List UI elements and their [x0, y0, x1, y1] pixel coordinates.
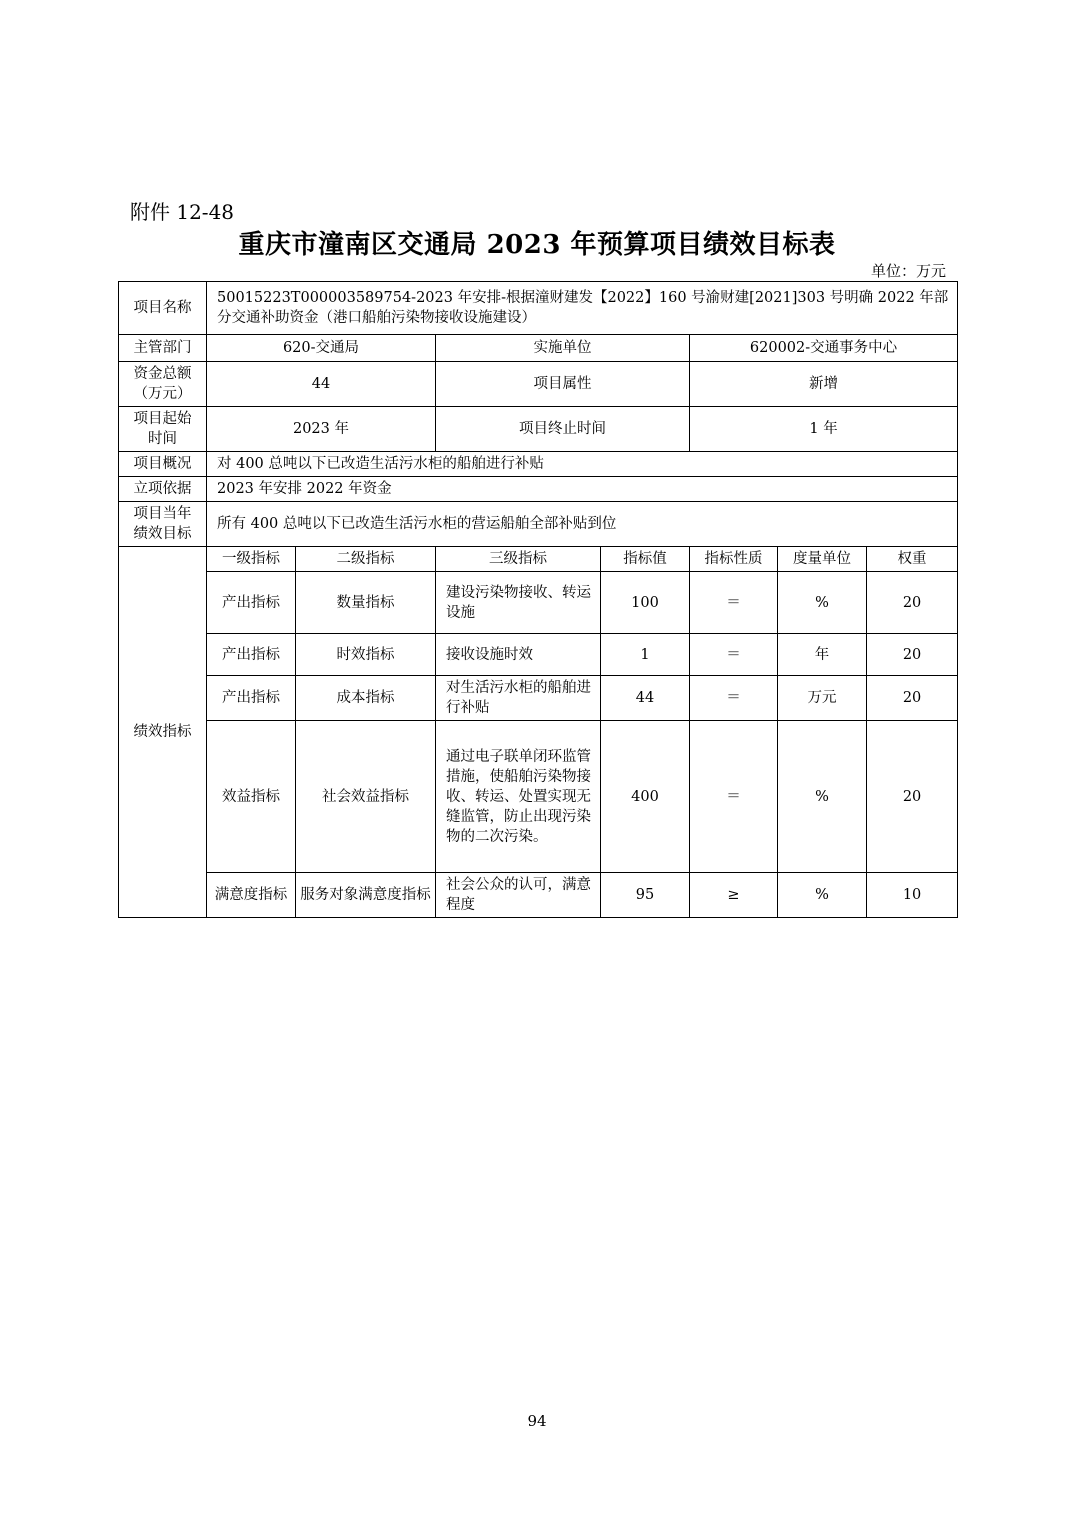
overview-label: 项目概况	[119, 452, 207, 477]
indicator-value: 1	[601, 634, 690, 676]
table-row	[119, 676, 958, 721]
header-nature: 指标性质	[690, 547, 778, 572]
header-level1: 一级指标	[207, 547, 296, 572]
implementing-unit-label: 实施单位	[436, 335, 690, 362]
indicator-level2: 服务对象满意度指标	[296, 873, 436, 918]
indicator-level2: 成本指标	[296, 676, 436, 721]
end-time-label: 项目终止时间	[436, 407, 690, 452]
indicator-nature: ＝	[690, 676, 778, 721]
dept-row	[119, 335, 958, 362]
indicator-unit: %	[778, 873, 867, 918]
indicator-value: 100	[601, 572, 690, 634]
header-unit: 度量单位	[778, 547, 867, 572]
page-title: 重庆市潼南区交通局 2023 年预算项目绩效目标表	[238, 230, 836, 260]
indicator-level2: 时效指标	[296, 634, 436, 676]
indicator-weight: 20	[867, 721, 958, 873]
indicator-value: 44	[601, 676, 690, 721]
time-row	[119, 407, 958, 452]
total-funds-label: 资金总额 （万元）	[119, 362, 207, 407]
indicator-level1: 满意度指标	[207, 873, 296, 918]
competent-dept-value: 620-交通局	[207, 335, 436, 362]
annual-goal-label: 项目当年 绩效目标	[119, 502, 207, 547]
annual-goal-value: 所有 400 总吨以下已改造生活污水柜的营运船舶全部补贴到位	[207, 502, 958, 547]
start-time-label: 项目起始 时间	[119, 407, 207, 452]
indicator-unit: 年	[778, 634, 867, 676]
unit-note: 单位：万元	[870, 262, 946, 280]
project-name-row	[119, 282, 958, 335]
indicators-label: 绩效指标	[119, 547, 207, 918]
competent-dept-label: 主管部门	[119, 335, 207, 362]
start-time-value: 2023 年	[207, 407, 436, 452]
table-row	[119, 572, 958, 634]
header-level3: 三级指标	[436, 547, 601, 572]
table-row	[119, 873, 958, 918]
indicator-unit: 万元	[778, 676, 867, 721]
indicator-level1: 效益指标	[207, 721, 296, 873]
indicator-weight: 20	[867, 572, 958, 634]
header-value: 指标值	[601, 547, 690, 572]
indicator-level3: 对生活污水柜的船舶进行补贴	[436, 676, 601, 721]
indicator-value: 95	[601, 873, 690, 918]
indicator-level3: 社会公众的认可，满意程度	[436, 873, 601, 918]
overview-row	[119, 452, 958, 477]
total-funds-value: 44	[207, 362, 436, 407]
header-weight: 权重	[867, 547, 958, 572]
indicator-level2: 数量指标	[296, 572, 436, 634]
basis-row	[119, 477, 958, 502]
indicator-nature: ≥	[690, 873, 778, 918]
indicator-level2: 社会效益指标	[296, 721, 436, 873]
indicator-level3: 接收设施时效	[436, 634, 601, 676]
indicator-nature: ＝	[690, 721, 778, 873]
annual-goal-row	[119, 502, 958, 547]
indicator-level1: 产出指标	[207, 572, 296, 634]
indicator-unit: %	[778, 572, 867, 634]
indicator-nature: ＝	[690, 572, 778, 634]
indicator-nature: ＝	[690, 634, 778, 676]
indicator-level3: 通过电子联单闭环监管措施，使船舶污染物接收、转运、处置实现无缝监管，防止出现污染物的二次污染。	[436, 721, 601, 873]
end-time-value: 1 年	[690, 407, 958, 452]
indicator-weight: 10	[867, 873, 958, 918]
page-number: 94	[527, 1412, 547, 1430]
indicator-level1: 产出指标	[207, 676, 296, 721]
indicator-weight: 20	[867, 676, 958, 721]
attachment-label: 附件 12-48	[130, 200, 235, 224]
performance-target-table	[118, 281, 958, 918]
indicator-level3: 建设污染物接收、转运设施	[436, 572, 601, 634]
table-row	[119, 634, 958, 676]
indicator-unit: %	[778, 721, 867, 873]
header-level2: 二级指标	[296, 547, 436, 572]
implementing-unit-value: 620002-交通事务中心	[690, 335, 958, 362]
project-attribute-value: 新增	[690, 362, 958, 407]
indicator-weight: 20	[867, 634, 958, 676]
table-row	[119, 721, 958, 873]
indicator-value: 400	[601, 721, 690, 873]
project-name-value: 50015223T000003589754-2023 年安排-根据潼财建发【2022】160 号渝财建[2021]303 号明确 2022 年部分交通补助资金（港口船舶污染物接收设施建设）	[207, 282, 958, 335]
overview-value: 对 400 总吨以下已改造生活污水柜的船舶进行补贴	[207, 452, 958, 477]
indicator-level1: 产出指标	[207, 634, 296, 676]
basis-label: 立项依据	[119, 477, 207, 502]
project-name-label: 项目名称	[119, 282, 207, 335]
basis-value: 2023 年安排 2022 年资金	[207, 477, 958, 502]
project-attribute-label: 项目属性	[436, 362, 690, 407]
indicator-header-row	[119, 547, 958, 572]
funds-row	[119, 362, 958, 407]
